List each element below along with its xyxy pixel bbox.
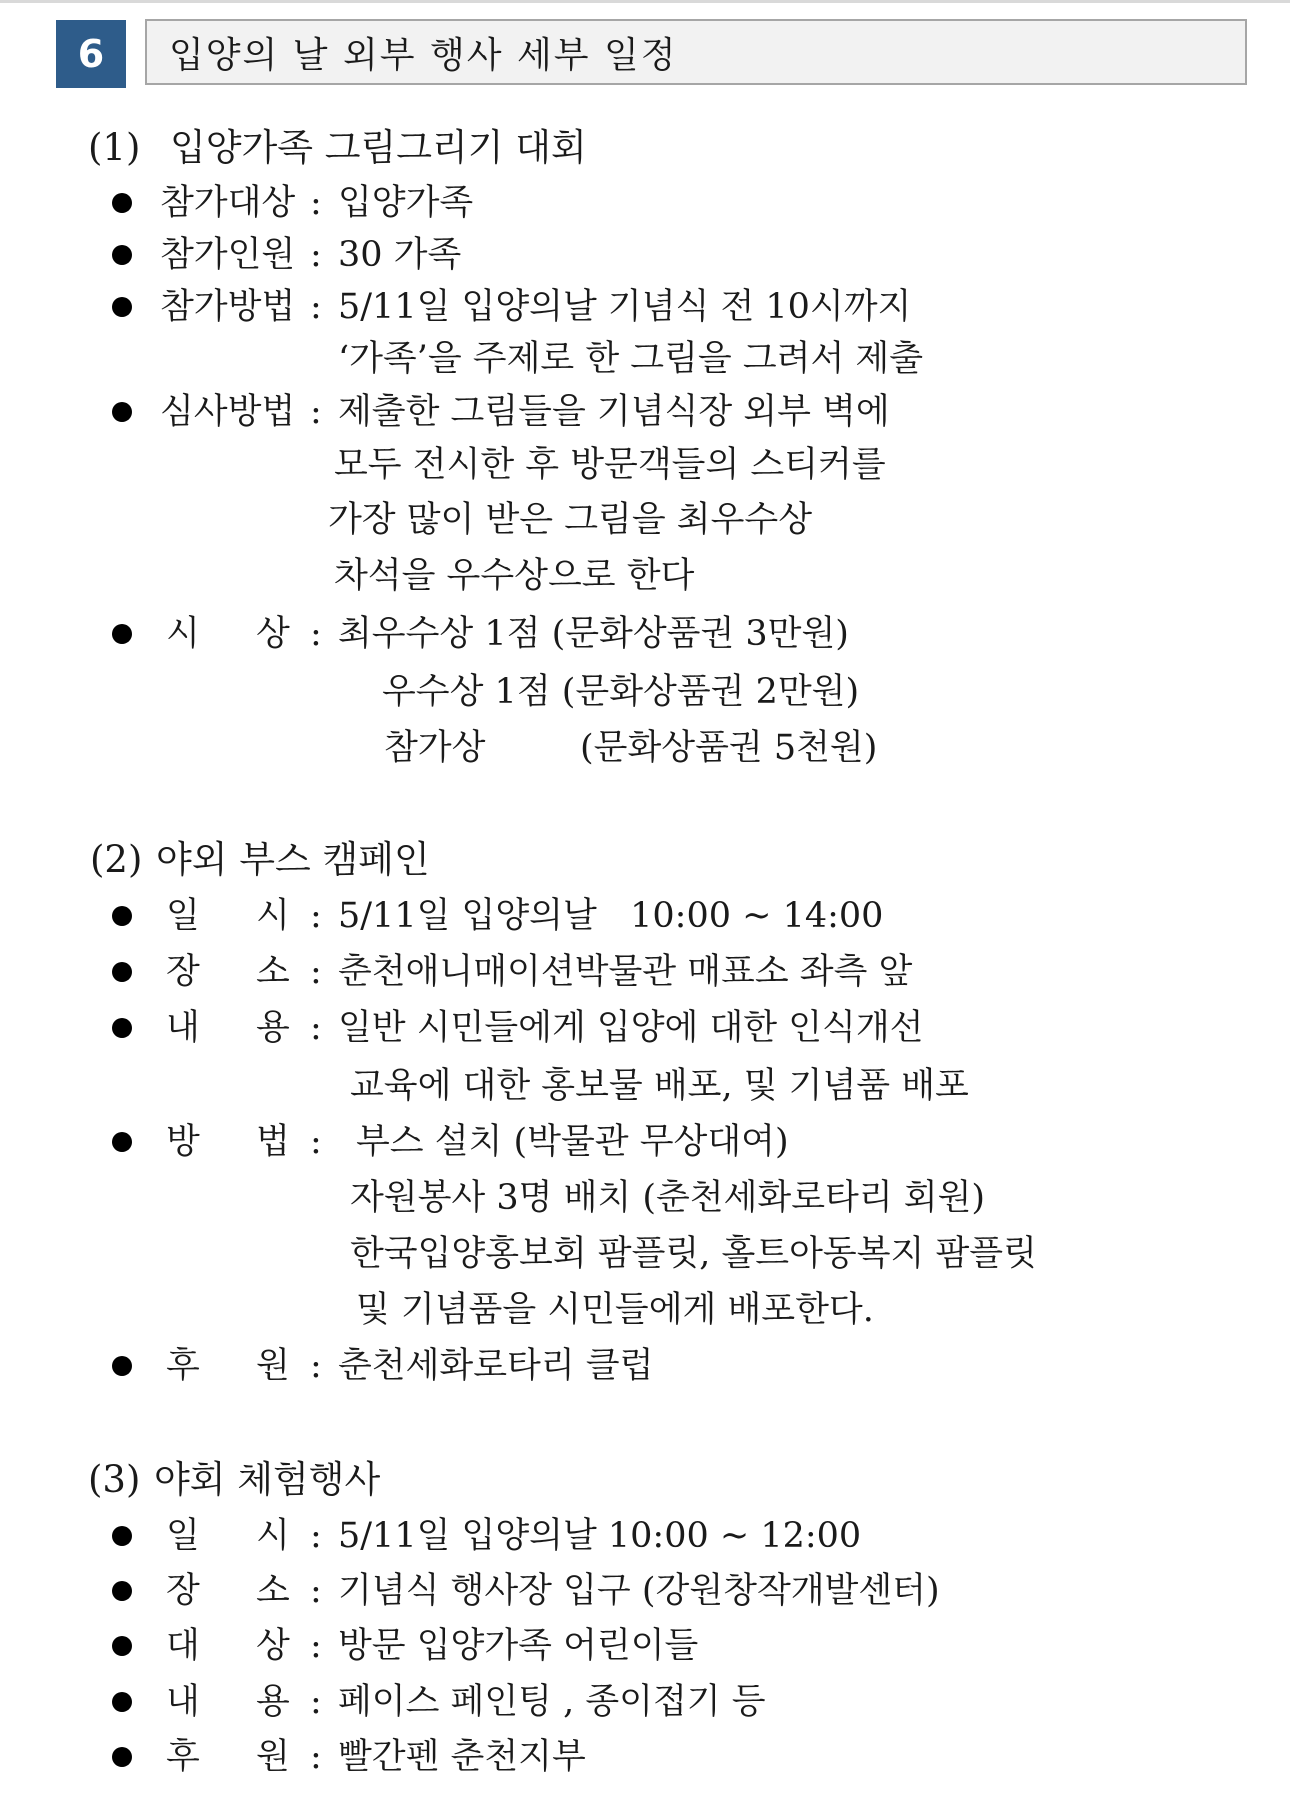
s1-method-line: ‘가족’을 주제로 한 그림을 그려서 제출 <box>338 339 924 379</box>
colon: : <box>310 1626 322 1666</box>
s3-time-value: 5/11일 입양의날 10:00 ~ 12:00 <box>338 1516 862 1556</box>
s3-target-label-a: 대 <box>166 1626 200 1666</box>
s3-content-value: 페이스 페인팅 , 종이접기 등 <box>338 1682 766 1722</box>
bullet-icon <box>112 1581 132 1601</box>
top-divider <box>0 0 1290 3</box>
bullet-icon <box>112 962 132 982</box>
s2-method-line: 부스 설치 (박물관 무상대여) <box>356 1122 789 1162</box>
bullet-icon <box>112 1636 132 1656</box>
s1-target-label: 참가대상 <box>160 183 296 223</box>
s1-judging-line: 제출한 그림들을 기념식장 외부 벽에 <box>338 392 890 432</box>
s2-method-label-b: 법 <box>256 1122 290 1162</box>
section-title: 입양의 날 외부 행사 세부 일정 <box>145 19 1247 85</box>
s1-judging-line: 차석을 우수상으로 한다 <box>334 556 695 596</box>
s2-method-line: 및 기념품을 시민들에게 배포한다. <box>356 1290 874 1330</box>
s3-target-value: 방문 입양가족 어린이들 <box>338 1626 699 1666</box>
s3-heading: 야회 체험행사 <box>154 1458 381 1501</box>
s1-method-label: 참가방법 <box>160 287 296 327</box>
s1-count-value: 30 가족 <box>338 235 462 275</box>
s1-judging-line: 가장 많이 받은 그림을 최우수상 <box>328 500 813 540</box>
s3-content-label-a: 내 <box>166 1682 200 1722</box>
s2-place-value: 춘천애니매이션박물관 매표소 좌측 앞 <box>338 952 913 992</box>
s3-time-label-b: 시 <box>256 1516 290 1556</box>
s2-heading-number: (2) <box>90 838 143 881</box>
s2-time-label-b: 시 <box>256 896 290 936</box>
colon: : <box>310 1346 322 1386</box>
s3-place-label-a: 장 <box>166 1571 200 1611</box>
bullet-icon <box>112 906 132 926</box>
colon: : <box>310 1571 322 1611</box>
s2-content-line: 일반 시민들에게 입양에 대한 인식개선 <box>338 1008 924 1048</box>
s2-sponsor-label-a: 후 <box>166 1346 200 1386</box>
s2-time-value: 5/11일 입양의날 10:00 ~ 14:00 <box>338 896 884 936</box>
colon: : <box>310 896 322 936</box>
bullet-icon <box>112 402 132 422</box>
bullet-icon <box>112 297 132 317</box>
colon: : <box>310 392 322 432</box>
colon: : <box>310 1122 322 1162</box>
colon: : <box>310 235 322 275</box>
s1-count-label: 참가인원 <box>160 235 296 275</box>
s1-award-line: 최우수상 1점 (문화상품권 3만원) <box>338 614 849 654</box>
bullet-icon <box>112 624 132 644</box>
s2-sponsor-value: 춘천세화로타리 클럽 <box>338 1346 654 1386</box>
s1-award-label-b: 상 <box>256 614 290 654</box>
s3-content-label-b: 용 <box>256 1682 290 1722</box>
bullet-icon <box>112 1526 132 1546</box>
bullet-icon <box>112 245 132 265</box>
s3-place-label-b: 소 <box>256 1571 290 1611</box>
s2-method-line: 한국입양홍보회 팜플릿, 홀트아동복지 팜플릿 <box>350 1234 1037 1274</box>
section-number-badge: 6 <box>56 20 126 88</box>
s1-judging-line: 모두 전시한 후 방문객들의 스티커를 <box>334 445 886 485</box>
s3-target-label-b: 상 <box>256 1626 290 1666</box>
colon: : <box>310 614 322 654</box>
s3-heading-number: (3) <box>88 1458 141 1501</box>
s1-award-label-a: 시 <box>166 614 200 654</box>
bullet-icon <box>112 1692 132 1712</box>
s2-heading: 야외 부스 캠페인 <box>156 838 430 881</box>
s1-target-value: 입양가족 <box>338 183 474 223</box>
s3-sponsor-label-b: 원 <box>256 1737 290 1777</box>
s2-content-line: 교육에 대한 홍보물 배포, 및 기념품 배포 <box>350 1066 969 1106</box>
s2-sponsor-label-b: 원 <box>256 1346 290 1386</box>
s3-sponsor-label-a: 후 <box>166 1737 200 1777</box>
colon: : <box>310 287 322 327</box>
colon: : <box>310 1737 322 1777</box>
s1-award-line3-prize: (문화상품권 5천원) <box>580 728 878 768</box>
s2-method-label-a: 방 <box>166 1122 200 1162</box>
s3-sponsor-value: 빨간펜 춘천지부 <box>338 1737 586 1777</box>
s1-heading-number: (1) <box>88 126 141 169</box>
s1-judging-label: 심사방법 <box>160 392 296 432</box>
s1-award-line3-name: 참가상 <box>384 728 486 768</box>
bullet-icon <box>112 1356 132 1376</box>
s1-method-line: 5/11일 입양의날 기념식 전 10시까지 <box>338 287 912 327</box>
s2-place-label-b: 소 <box>256 952 290 992</box>
s2-place-label-a: 장 <box>166 952 200 992</box>
s2-content-label-b: 용 <box>256 1008 290 1048</box>
colon: : <box>310 1008 322 1048</box>
bullet-icon <box>112 1132 132 1152</box>
s2-method-line: 자원봉사 3명 배치 (춘천세화로타리 회원) <box>350 1178 986 1218</box>
colon: : <box>310 952 322 992</box>
bullet-icon <box>112 193 132 213</box>
s3-time-label-a: 일 <box>166 1516 200 1556</box>
s2-content-label-a: 내 <box>166 1008 200 1048</box>
s1-award-line: 우수상 1점 (문화상품권 2만원) <box>382 672 860 712</box>
colon: : <box>310 1516 322 1556</box>
bullet-icon <box>112 1018 132 1038</box>
s2-time-label-a: 일 <box>166 896 200 936</box>
bullet-icon <box>112 1747 132 1767</box>
s1-heading: 입양가족 그림그리기 대회 <box>170 126 587 169</box>
colon: : <box>310 183 322 223</box>
colon: : <box>310 1682 322 1722</box>
s3-place-value: 기념식 행사장 입구 (강원창작개발센터) <box>338 1571 940 1611</box>
